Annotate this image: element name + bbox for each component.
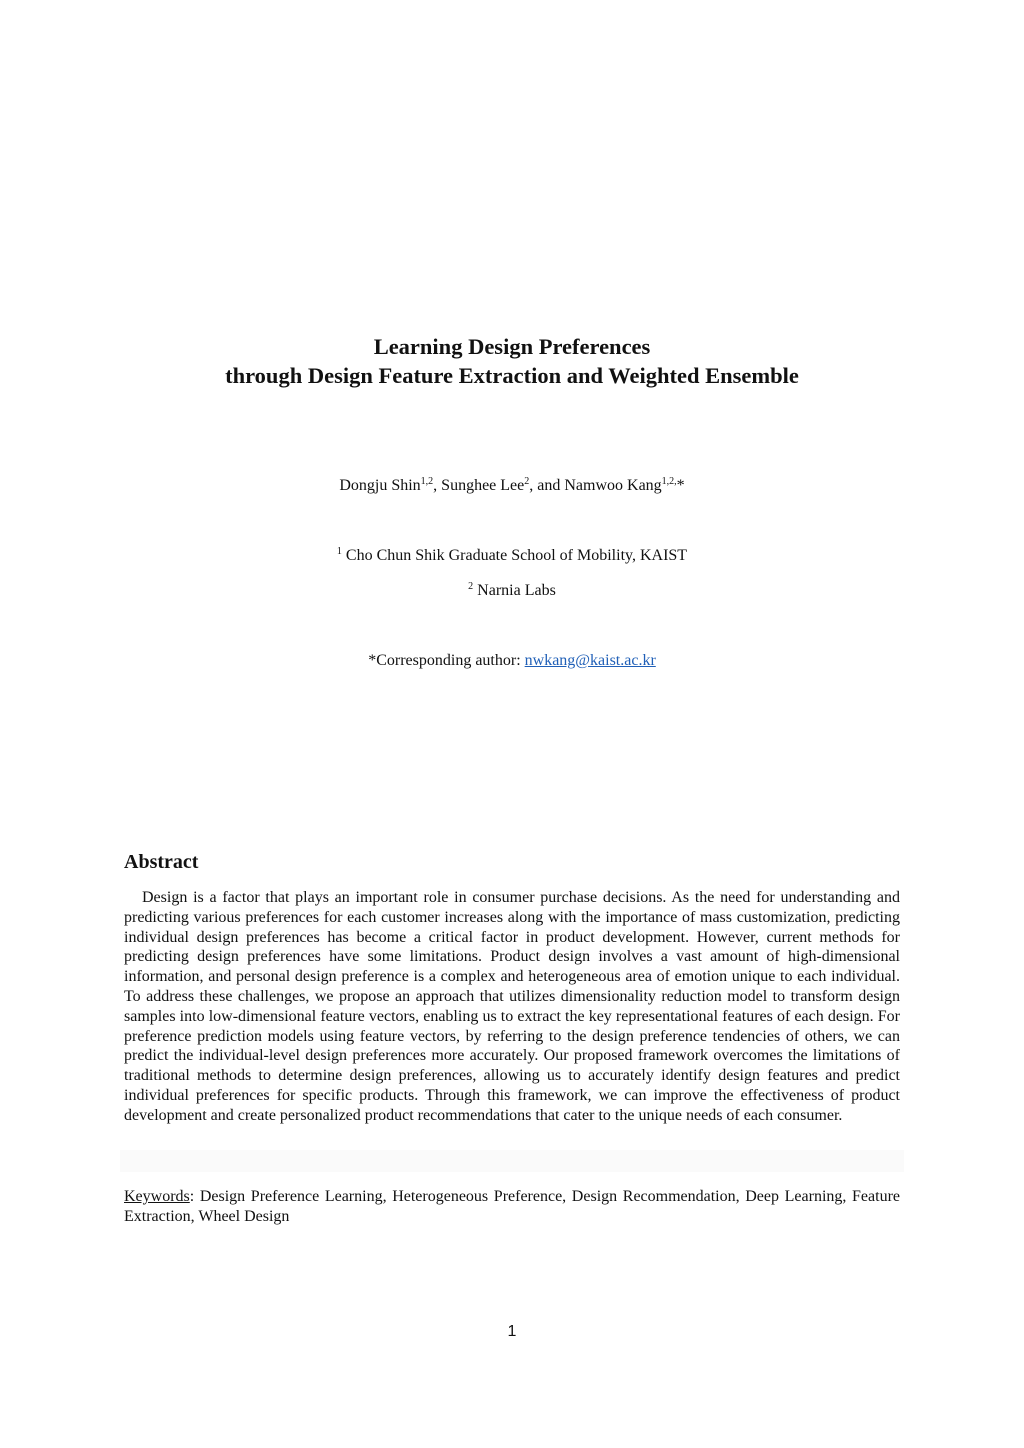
author-affiliation-mark: 1,2, [661,476,677,487]
author-name: Namwoo Kang [564,477,662,494]
keywords [124,1187,900,1227]
affiliation-text: Cho Chun Shik Graduate School of Mobility, KAIST [345,547,688,564]
keywords-list: : Design Preference Learning, Heterogeneous Preference, Design Recommendation, Deep Learning, Feature Extraction, Wheel Design [124,1188,900,1225]
affiliation-mark: 2 [468,581,474,592]
keywords-label: Keywords [124,1188,190,1205]
affiliation-1 [0,546,1024,566]
author-affiliation-mark: 1,2 [420,476,434,487]
abstract-body: Design is a factor that plays an important role in consumer purchase decisions. As the need for understanding and predicting various preferences for each customer increases along with the importance of mass customization, predicting individual design preferences has become a critical factor in product development. However, current methods for predicting design preferences have some limitations. Product design involves a vast amount of high-dimensional information, and personal design preference is a complex and heterogeneous area of emotion unique to each individual. To address these challenges, we propose an approach that utilizes dimensionality reduction model to transform design samples into low-dimensional feature vectors, enabling us to extract the key representational features of each design. For preference prediction models using feature vectors, by referring to the design preference tendencies of others, we can predict the individual-level design preferences more accurately. Our proposed framework overcomes the limitations of traditional methods to determine design preferences, allowing us to accurately identify design features and predict individual preferences for specific products. Through this framework, we can improve the effectiveness of product development and create personalized product recommendations that cater to the unique needs of each consumer. [124,889,900,1124]
author-separator: , [433,477,442,494]
author-name: Sunghee Lee [441,477,525,494]
title-line-1: Learning Design Preferences [373,334,651,359]
corresponding-email-link[interactable]: nwkang@kaist.ac.kr [524,652,656,669]
author-name: Dongju Shin [339,477,421,494]
author-list [0,476,1024,496]
corresponding-label: *Corresponding author: [368,652,525,669]
divider-band [120,1150,904,1172]
paper-title [0,332,1024,390]
abstract-heading: Abstract [124,851,199,873]
title-line-2: through Design Feature Extraction and Weighted Ensemble [225,363,799,388]
corresponding-author [0,651,1024,671]
affiliation-text: Narnia Labs [477,582,556,599]
author-separator: * [676,477,685,494]
author-separator: , and [529,477,565,494]
affiliation-mark: 1 [336,546,342,557]
affiliation-2 [0,581,1024,601]
author-affiliation-mark: 2 [524,476,530,487]
page-number: 1 [507,1323,517,1340]
